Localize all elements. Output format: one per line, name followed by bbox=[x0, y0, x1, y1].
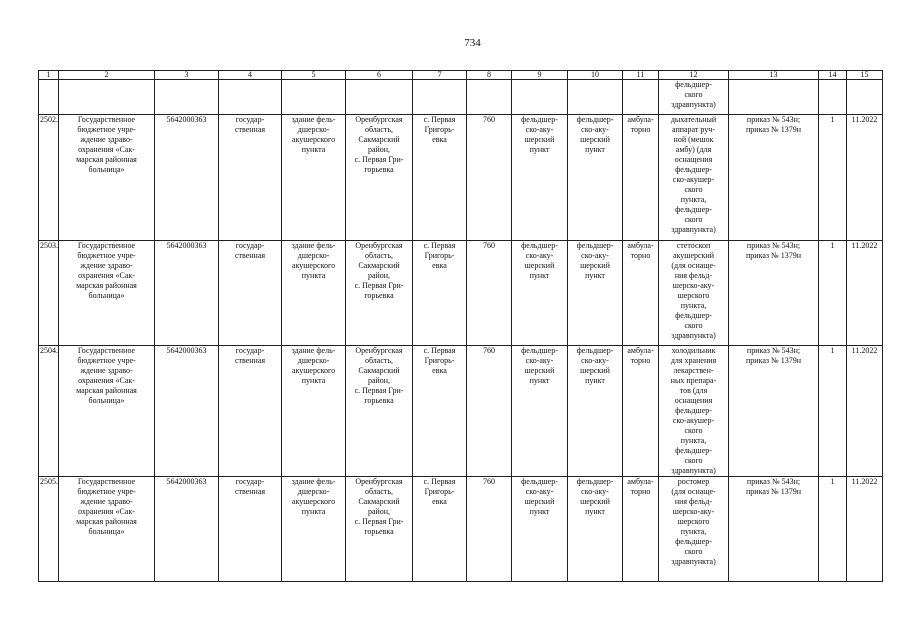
column-number-14: 14 bbox=[819, 71, 847, 80]
table-row bbox=[39, 241, 883, 346]
population: 760 bbox=[467, 346, 512, 477]
column-number-2: 2 bbox=[59, 71, 155, 80]
facility-type: фельдшер- ско-аку- шерский пункт bbox=[521, 241, 558, 280]
care-conditions: амбула- торно bbox=[627, 477, 654, 496]
equipment-name: ростомер (для оснаще- ния фельд- шерско-аку- шерского пункта, фельдшер- ского здравпункта) bbox=[671, 477, 716, 566]
date: 11.2022 bbox=[847, 241, 883, 346]
row-number: 2504. bbox=[39, 346, 59, 477]
column-number-4: 4 bbox=[219, 71, 282, 80]
equipment-name: холодильник для хранения лекарствен- ных препара- тов (для оснащения фельдшер- ско-акушер- ского пункта, фельдшер- ского здравпункта) bbox=[670, 346, 717, 475]
date: 11.2022 bbox=[847, 346, 883, 477]
population: 760 bbox=[467, 241, 512, 346]
row-number: 2505. bbox=[39, 477, 59, 582]
organization-name: Государственное бюджетное учре- ждение здраво- охранения «Сак- марская районная больница» bbox=[76, 346, 137, 405]
order-reference: приказ № 543н; приказ № 1379н bbox=[746, 477, 801, 496]
building-type: здание фель- дшерско- акушерского пункта bbox=[291, 241, 336, 280]
column-number-6: 6 bbox=[346, 71, 413, 80]
care-conditions: амбула- торно bbox=[627, 115, 654, 134]
column-number-13: 13 bbox=[729, 71, 819, 80]
column-number-15: 15 bbox=[847, 71, 883, 80]
address: Оренбургская область, Сакмарский район, с. Первая Гри- горьевка bbox=[354, 346, 404, 405]
inn: 5642000363 bbox=[155, 346, 219, 477]
facility-type-planned: фельдшер- ско-аку- шерский пункт bbox=[576, 241, 614, 280]
organization-name: Государственное бюджетное учре- ждение здраво- охранения «Сак- марская районная больница» bbox=[76, 477, 137, 536]
quantity: 1 bbox=[819, 477, 847, 582]
column-number-7: 7 bbox=[413, 71, 467, 80]
column-number-3: 3 bbox=[155, 71, 219, 80]
table-row bbox=[39, 346, 883, 477]
table-row bbox=[39, 477, 883, 582]
date: 11.2022 bbox=[847, 477, 883, 582]
building-type: здание фель- дшерско- акушерского пункта bbox=[291, 115, 336, 154]
population: 760 bbox=[467, 115, 512, 241]
building-type: здание фель- дшерско- акушерского пункта bbox=[291, 346, 336, 385]
order-reference: приказ № 543н; приказ № 1379н bbox=[746, 115, 801, 134]
ownership-form: государ- ственная bbox=[234, 346, 266, 365]
ownership-form: государ- ственная bbox=[234, 477, 266, 496]
continuation-equipment-text: фельдшер- ского здравпункта) bbox=[671, 80, 716, 109]
order-reference: приказ № 543н; приказ № 1379н bbox=[746, 241, 801, 260]
facility-type: фельдшер- ско-аку- шерский пункт bbox=[521, 346, 558, 385]
settlement: с. Первая Григорь- евка bbox=[423, 346, 456, 375]
column-number-1: 1 bbox=[39, 71, 59, 80]
continuation-row bbox=[39, 80, 883, 115]
population: 760 bbox=[467, 477, 512, 582]
quantity: 1 bbox=[819, 241, 847, 346]
equipment-name: стетоскоп акушерский (для оснаще- ния фельд- шерско-аку- шерского пункта, фельдшер- ского здравпункта) bbox=[671, 241, 716, 340]
quantity: 1 bbox=[819, 346, 847, 477]
settlement: с. Первая Григорь- евка bbox=[423, 115, 456, 144]
registry-table bbox=[38, 70, 883, 582]
ownership-form: государ- ственная bbox=[234, 241, 266, 260]
facility-type: фельдшер- ско-аку- шерский пункт bbox=[521, 477, 558, 516]
column-number-8: 8 bbox=[467, 71, 512, 80]
settlement: с. Первая Григорь- евка bbox=[423, 477, 456, 506]
address: Оренбургская область, Сакмарский район, с. Первая Гри- горьевка bbox=[354, 477, 404, 536]
table-row bbox=[39, 115, 883, 241]
care-conditions: амбула- торно bbox=[627, 241, 654, 260]
inn: 5642000363 bbox=[155, 115, 219, 241]
page-number: 734 bbox=[464, 37, 481, 49]
row-number: 2503. bbox=[39, 241, 59, 346]
column-number-5: 5 bbox=[282, 71, 346, 80]
quantity: 1 bbox=[819, 115, 847, 241]
inn: 5642000363 bbox=[155, 477, 219, 582]
building-type: здание фель- дшерско- акушерского пункта bbox=[291, 477, 336, 516]
row-number: 2502. bbox=[39, 115, 59, 241]
header-row bbox=[39, 71, 883, 80]
inn: 5642000363 bbox=[155, 241, 219, 346]
care-conditions: амбула- торно bbox=[627, 346, 654, 365]
address: Оренбургская область, Сакмарский район, с. Первая Гри- горьевка bbox=[354, 115, 404, 174]
organization-name: Государственное бюджетное учре- ждение здраво- охранения «Сак- марская районная больница» bbox=[76, 115, 137, 174]
equipment-name: дыхательный аппарат руч- ной (мешок амбу) (для оснащения фельдшер- ско-акушер- ского пункта, фельдшер- ского здравпункта) bbox=[670, 115, 717, 234]
order-reference: приказ № 543н; приказ № 1379н bbox=[746, 346, 801, 365]
organization-name: Государственное бюджетное учре- ждение здраво- охранения «Сак- марская районная больница» bbox=[76, 241, 137, 300]
ownership-form: государ- ственная bbox=[234, 115, 266, 134]
address: Оренбургская область, Сакмарский район, с. Первая Гри- горьевка bbox=[354, 241, 404, 300]
column-number-11: 11 bbox=[623, 71, 659, 80]
date: 11.2022 bbox=[847, 115, 883, 241]
facility-type-planned: фельдшер- ско-аку- шерский пункт bbox=[576, 477, 614, 516]
facility-type-planned: фельдшер- ско-аку- шерский пункт bbox=[576, 346, 614, 385]
column-number-9: 9 bbox=[512, 71, 568, 80]
facility-type-planned: фельдшер- ско-аку- шерский пункт bbox=[576, 115, 614, 154]
column-number-12: 12 bbox=[659, 71, 729, 80]
settlement: с. Первая Григорь- евка bbox=[423, 241, 456, 270]
column-number-10: 10 bbox=[568, 71, 623, 80]
facility-type: фельдшер- ско-аку- шерский пункт bbox=[521, 115, 558, 154]
